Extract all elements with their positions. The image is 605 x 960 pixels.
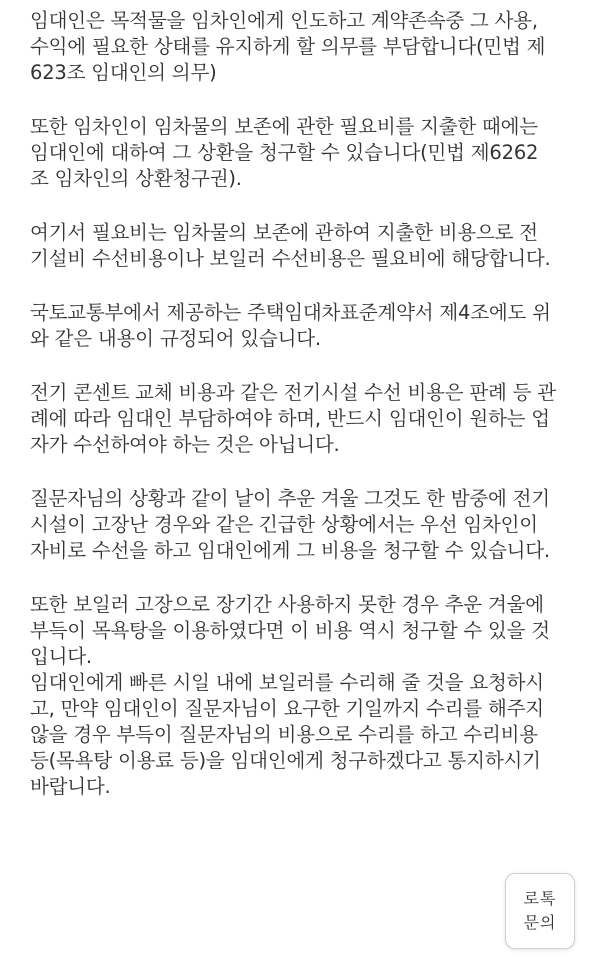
text-line: 입니다. bbox=[30, 645, 92, 668]
inquiry-button-label-line2: 문의 bbox=[523, 913, 557, 932]
answer-article bbox=[30, 8, 590, 800]
text-line: 자가 수선하여야 하는 것은 아닙니다. bbox=[30, 433, 340, 456]
lawtalk-inquiry-button[interactable] bbox=[505, 873, 575, 949]
paragraph-standard-contract bbox=[30, 300, 590, 352]
text-line: 부득이 목욕탕을 이용하였다면 이 비용 역시 청구할 수 있을 것 bbox=[30, 619, 550, 642]
text-line: 고, 만약 임대인이 질문자님이 요구한 기일까지 수리를 해주지 bbox=[30, 697, 544, 720]
text-line: 자비로 수선을 하고 임대인에게 그 비용을 청구할 수 있습니다. bbox=[30, 539, 550, 562]
paragraph-emergency-repair bbox=[30, 486, 590, 564]
text-line: 국토교통부에서 제공하는 주택임대차표준계약서 제4조에도 위 bbox=[30, 301, 551, 324]
text-line: 임대인에 대하여 그 상환을 청구할 수 있습니다(민법 제6262 bbox=[30, 141, 539, 164]
text-line: 등(목욕탕 이용료 등)을 임대인에게 청구하겠다고 통지하시기 bbox=[30, 749, 541, 772]
text-line: 조 임차인의 상환청구권). bbox=[30, 167, 242, 190]
text-line: 또한 임차인이 임차물의 보존에 관한 필요비를 지출한 때에는 bbox=[30, 115, 538, 138]
paragraph-reimbursement bbox=[30, 114, 590, 192]
text-line: 또한 보일러 고장으로 장기간 사용하지 못한 경우 추운 겨울에 bbox=[30, 593, 544, 616]
text-line: 623조 임대인의 의무) bbox=[30, 61, 217, 84]
text-line: 수익에 필요한 상태를 유지하게 할 의무를 부담합니다(민법 제 bbox=[30, 35, 546, 58]
text-line: 여기서 필요비는 임차물의 보존에 관하여 지출한 비용으로 전 bbox=[30, 221, 538, 244]
text-line: 시설이 고장난 경우와 같은 긴급한 상황에서는 우선 임차인이 bbox=[30, 513, 538, 536]
paragraph-boiler-repair bbox=[30, 592, 590, 800]
text-line: 례에 따라 임대인 부담하여야 하며, 반드시 임대인이 원하는 업 bbox=[30, 407, 550, 430]
paragraph-necessary-expenses bbox=[30, 220, 590, 272]
paragraph-electric-repair bbox=[30, 380, 590, 458]
text-line: 기설비 수선비용이나 보일러 수선비용은 필요비에 해당합니다. bbox=[30, 247, 551, 270]
text-line: 전기 콘센트 교체 비용과 같은 전기시설 수선 비용은 판례 등 관 bbox=[30, 381, 556, 404]
text-line: 와 같은 내용이 규정되어 있습니다. bbox=[30, 327, 321, 350]
text-line: 임대인은 목적물을 임차인에게 인도하고 계약존속중 그 사용, bbox=[30, 9, 538, 32]
paragraph-landlord-duty bbox=[30, 8, 590, 86]
text-line: 질문자님의 상황과 같이 날이 추운 겨울 그것도 한 밤중에 전기 bbox=[30, 487, 550, 510]
text-line: 바랍니다. bbox=[30, 775, 111, 798]
inquiry-button-label-line1: 로톡 bbox=[523, 889, 557, 908]
text-line: 않을 경우 부득이 질문자님의 비용으로 수리를 하고 수리비용 bbox=[30, 723, 538, 746]
text-line: 임대인에게 빠른 시일 내에 보일러를 수리해 줄 것을 요청하시 bbox=[30, 671, 544, 694]
